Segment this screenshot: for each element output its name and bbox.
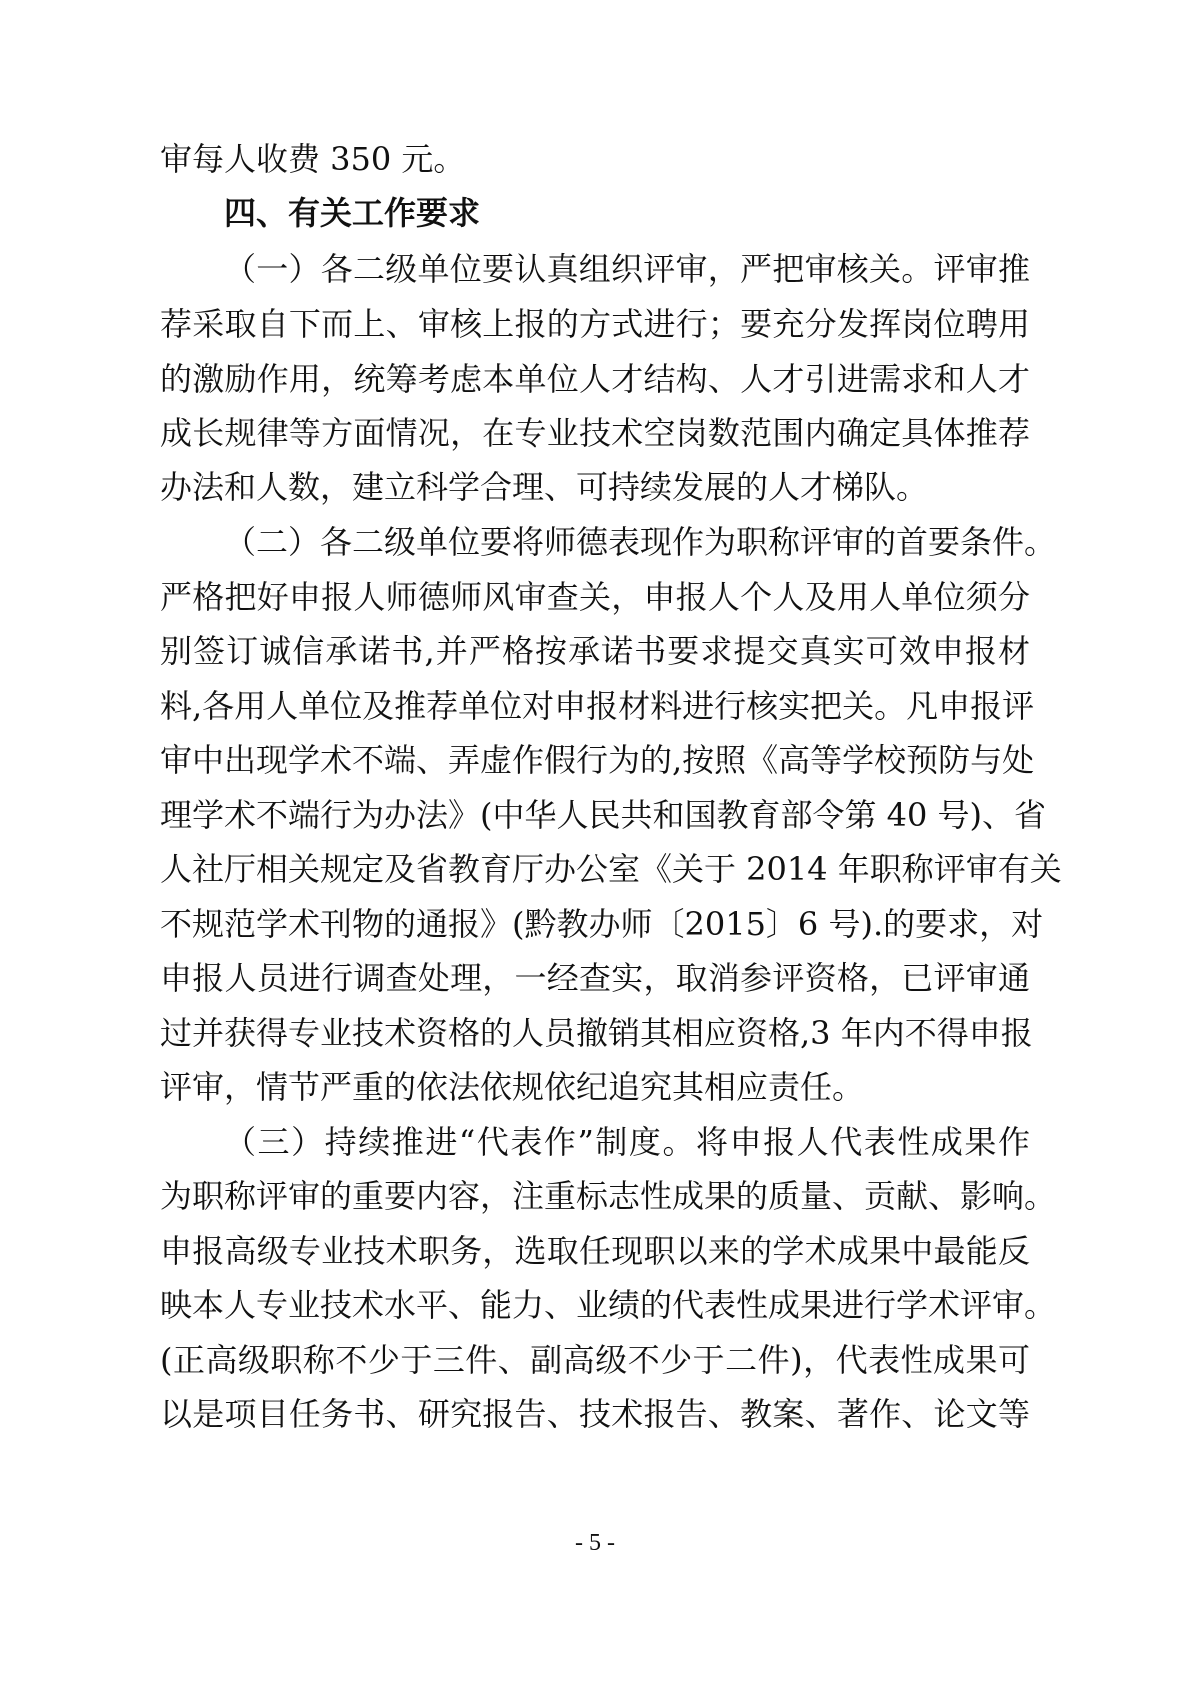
page-number: - 5 - — [575, 1530, 615, 1556]
paragraph-line: 申报人员进行调查处理，一经查实，取消参评资格，已评审通 — [160, 959, 1030, 997]
paragraph-line: 申报高级专业技术职务，选取任现职以来的学术成果中最能反 — [160, 1232, 1030, 1270]
paragraph-line: 审每人收费 350 元。 — [160, 140, 466, 178]
paragraph-line: 为职称评审的重要内容，注重标志性成果的质量、贡献、影响。 — [160, 1177, 1057, 1215]
paragraph-line: 以是项目任务书、研究报告、技术报告、教案、著作、论文等 — [160, 1395, 1030, 1433]
paragraph-line: 映本人专业技术水平、能力、业绩的代表性成果进行学术评审。 — [160, 1286, 1057, 1324]
paragraph-line: 成长规律等方面情况，在专业技术空岗数范围内确定具体推荐 — [160, 414, 1030, 452]
paragraph-line: 严格把好申报人师德师风审查关，申报人个人及用人单位须分 — [160, 578, 1030, 616]
paragraph-line: 料,各用人单位及推荐单位对申报材料进行核实把关。凡申报评 — [160, 687, 1035, 725]
paragraph-line: 过并获得专业技术资格的人员撤销其相应资格,3 年内不得申报 — [160, 1014, 1033, 1052]
paragraph-line: 别签订诚信承诺书,并严格按承诺书要求提交真实可效申报材 — [160, 632, 1030, 670]
paragraph-line: (正高级职称不少于三件、副高级不少于二件)，代表性成果可 — [160, 1341, 1030, 1379]
paragraph-line: 理学术不端行为办法》(中华人民共和国教育部令第 40 号)、省 — [160, 796, 1047, 834]
paragraph-line: 评审，情节严重的依法依规依纪追究其相应责任。 — [160, 1068, 865, 1106]
paragraph-line: 人社厅相关规定及省教育厅办公室《关于 2014 年职称评审有关 — [160, 850, 1062, 888]
section-heading: 四、有关工作要求 — [224, 194, 481, 232]
paragraph-line: （一）各二级单位要认真组织评审，严把审核关。评审推 — [224, 250, 1030, 288]
paragraph-line: 审中出现学术不端、弄虚作假行为的,按照《高等学校预防与处 — [160, 741, 1035, 779]
paragraph-line: 荐采取自下而上、审核上报的方式进行；要充分发挥岗位聘用 — [160, 305, 1030, 343]
paragraph-line: （三）持续推进“代表作”制度。将申报人代表性成果作 — [224, 1123, 1030, 1161]
paragraph-line: （二）各二级单位要将师德表现作为职称评审的首要条件。 — [224, 523, 1057, 561]
paragraph-line: 不规范学术刊物的通报》(黔教办师〔2015〕6 号).的要求，对 — [160, 905, 1044, 943]
paragraph-line: 办法和人数，建立科学合理、可持续发展的人才梯队。 — [160, 468, 929, 506]
paragraph-line: 的激励作用，统筹考虑本单位人才结构、人才引进需求和人才 — [160, 360, 1030, 398]
